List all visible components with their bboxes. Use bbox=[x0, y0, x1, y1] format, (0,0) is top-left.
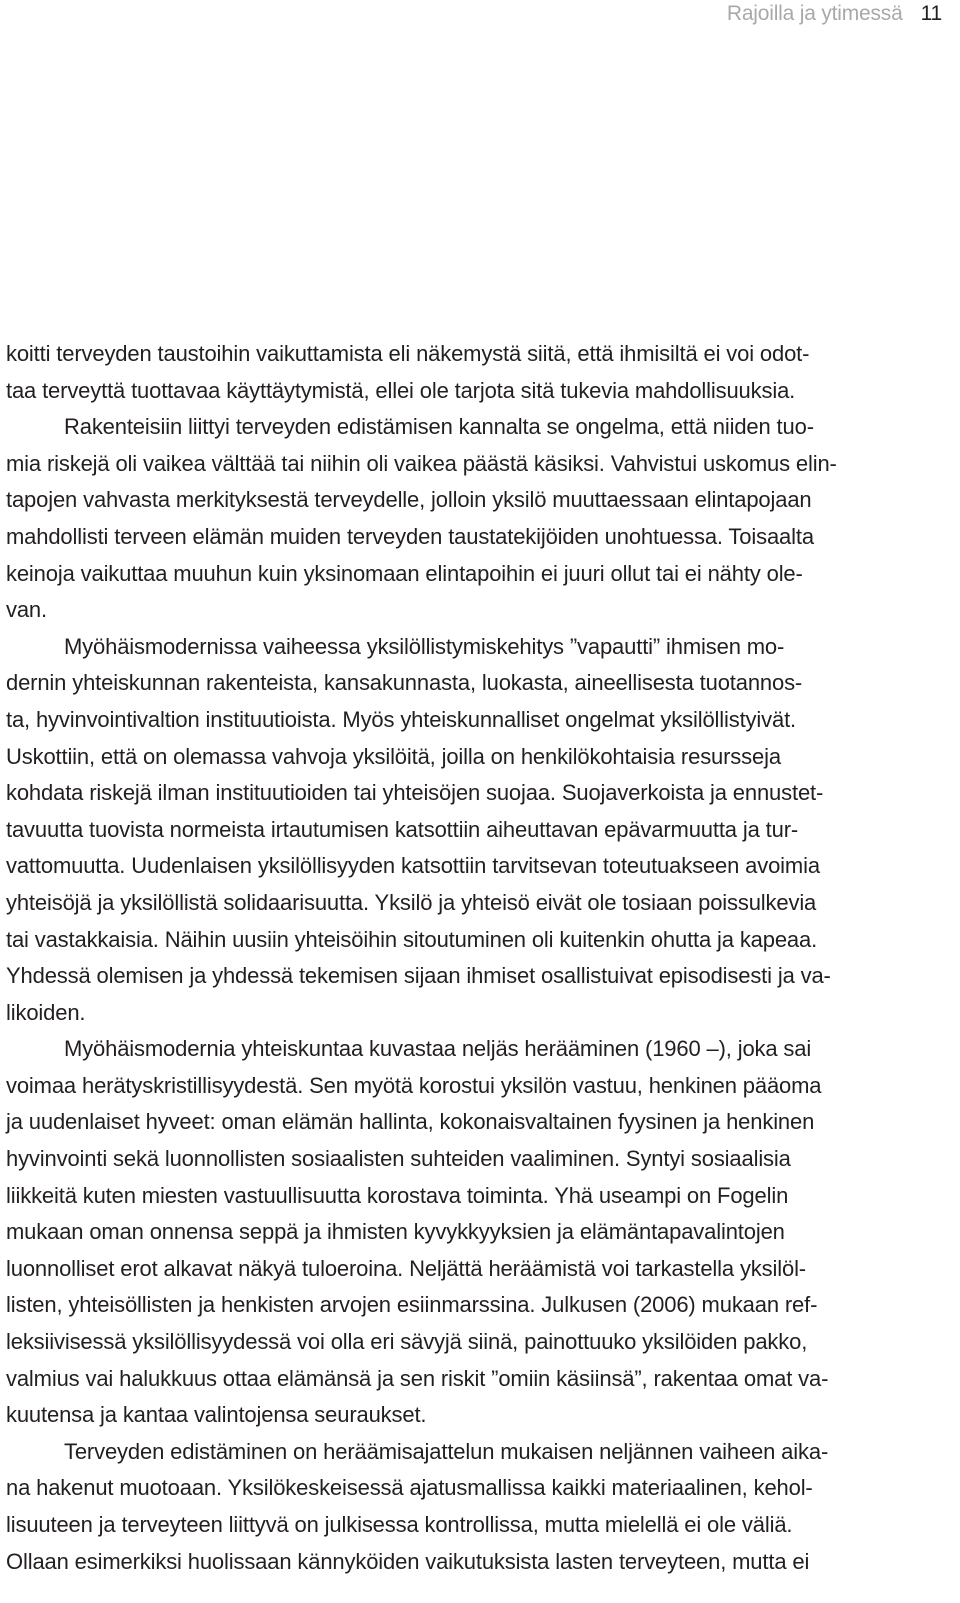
text-line: lisuuteen ja terveyteen liittyvä on julkisessa kontrollissa, mutta mielellä ei ole väliä. bbox=[6, 1512, 793, 1537]
text-line: mahdollisti terveen elämän muiden terveyden taustatekijöiden unohtuessa. Toisaalta bbox=[6, 523, 814, 549]
text-line: koitti terveyden taustoihin vaikuttamista eli näkemystä siitä, että ihmisiltä ei voi odot- bbox=[6, 341, 810, 366]
text-line: ja uudenlaiset hyveet: oman elämän hallinta, kokonaisvaltainen fyysinen ja henkinen bbox=[6, 1109, 815, 1135]
text-line: Rakenteisiin liittyi terveyden edistämisen kannalta se ongelma, että niiden tuo- bbox=[64, 414, 814, 440]
text-line: kuutensa ja kantaa valintojensa seuraukset. bbox=[6, 1402, 427, 1428]
text-line: na hakenut muotoaan. Yksilökeskeisessä ajatusmallissa kaikki materiaalinen, kehol- bbox=[6, 1475, 813, 1501]
text-line: luonnolliset erot alkavat näkyä tuloeroina. Neljättä heräämistä voi tarkastella yksilöl- bbox=[6, 1255, 806, 1281]
text-line: yhteisöjä ja yksilöllistä solidaarisuutta. Yksilö ja yhteisö eivät ole tosiaan poissulkevia bbox=[6, 889, 817, 915]
text-line: liikkeitä kuten miesten vastuullisuutta korostava toiminta. Yhä useampi on Fogelin bbox=[6, 1182, 789, 1208]
text-line: tapojen vahvasta merkityksestä terveydelle, jolloin yksilö muuttaessaan elintapojaan bbox=[6, 487, 812, 513]
text-line: mukaan oman onnensa seppä ja ihmisten kyvykkyyksien ja elämäntapavalintojen bbox=[6, 1219, 785, 1245]
text-line: dernin yhteiskunnan rakenteista, kansakunnasta, luokasta, aineellisesta tuotannos- bbox=[6, 670, 803, 696]
text-line: vattomuutta. Uudenlaisen yksilöllisyyden katsottiin tarvitsevan toteutuakseen avoimia bbox=[6, 853, 820, 879]
text-line: Myöhäismodernissa vaiheessa yksilöllistymiskehitys ”vapautti” ihmisen mo- bbox=[64, 633, 785, 659]
text-line: Terveyden edistäminen on heräämisajattelun mukaisen neljännen vaiheen aika- bbox=[64, 1438, 829, 1464]
text-line: likoiden. bbox=[6, 999, 86, 1025]
page-number: 11 bbox=[920, 2, 942, 25]
text-line: Ollaan esimerkiksi huolissaan kännyköiden vaikutuksista lasten terveyteen, mutta ei bbox=[6, 1548, 810, 1574]
body-text bbox=[6, 336, 936, 1580]
running-header bbox=[727, 2, 942, 26]
text-line: Myöhäismodernia yhteiskuntaa kuvastaa neljäs herääminen (1960 –), joka sai bbox=[64, 1036, 812, 1062]
text-line: ta, hyvinvointivaltion instituutioista. Myös yhteiskunnalliset ongelmat yksilöllistyivät. bbox=[6, 706, 797, 732]
text-line: listen, yhteisöllisten ja henkisten arvojen esiinmarssina. Julkusen (2006) mukaan ref- bbox=[6, 1292, 818, 1318]
text-line: voimaa herätyskristillisyydestä. Sen myötä korostui yksilön vastuu, henkinen pääoma bbox=[6, 1072, 822, 1098]
text-line: Yhdessä olemisen ja yhdessä tekemisen sijaan ihmiset osallistuivat episodisesti ja va- bbox=[6, 963, 831, 989]
text-line: tavuutta tuovista normeista irtautumisen katsottiin aiheuttavan epävarmuutta ja tur- bbox=[6, 816, 799, 842]
text-line: hyvinvointi sekä luonnollisten sosiaalisten suhteiden vaaliminen. Syntyi sosiaalisia bbox=[6, 1146, 791, 1172]
text-line: tai vastakkaisia. Näihin uusiin yhteisöihin sitoutuminen oli kuitenkin ohutta ja kapeaa. bbox=[6, 926, 818, 952]
text-line: kohdata riskejä ilman instituutioiden tai yhteisöjen suojaa. Suojaverkoista ja ennustet- bbox=[6, 780, 824, 806]
text-line: van. bbox=[6, 597, 47, 623]
text-line: keinoja vaikuttaa muuhun kuin yksinomaan elintapoihin ei juuri ollut tai ei nähty ole- bbox=[6, 560, 803, 586]
text-line: taa terveyttä tuottavaa käyttäytymistä, ellei ole tarjota sitä tukevia mahdollisuuksia. bbox=[6, 377, 796, 403]
text-line: mia riskejä oli vaikea välttää tai niihin oli vaikea päästä käsiksi. Vahvistui uskomus elin- bbox=[6, 450, 837, 476]
text-line: valmius vai halukkuus ottaa elämänsä ja sen riskit ”omiin käsiinsä”, rakentaa omat va- bbox=[6, 1365, 829, 1391]
text-line: leksiivisessä yksilöllisyydessä voi olla eri sävyjä siinä, painottuuko yksilöiden pakko, bbox=[6, 1329, 808, 1355]
text-line: Uskottiin, että on olemassa vahvoja yksilöitä, joilla on henkilökohtaisia resursseja bbox=[6, 743, 781, 769]
running-title: Rajoilla ja ytimessä bbox=[726, 2, 903, 25]
